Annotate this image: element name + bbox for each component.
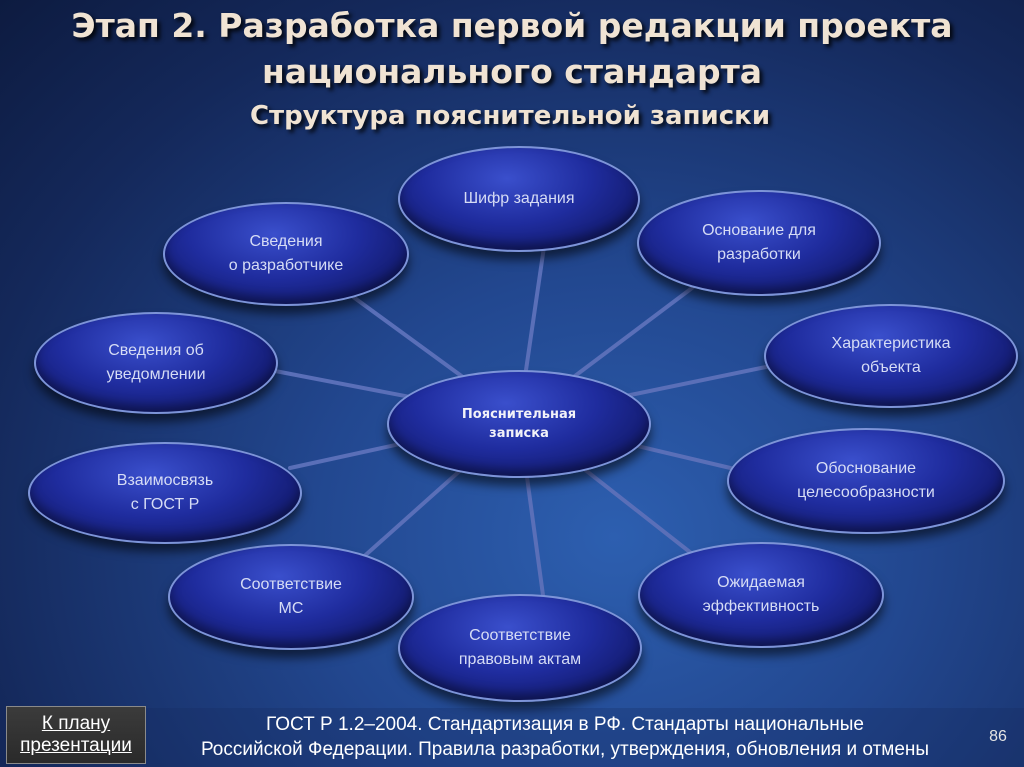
- node-gost-relation-label: Взаимосвязь с ГОСТ Р: [116, 472, 214, 513]
- back-to-plan-label[interactable]: К плану презентации: [20, 713, 132, 756]
- node-center-label: Пояснительная записка: [461, 406, 577, 441]
- node-expected-efficiency-label: Ожидаемая эффективность: [702, 574, 820, 615]
- node-object-characteristics-label: Характеристика объекта: [831, 335, 951, 376]
- node-object-characteristics: [764, 304, 1018, 408]
- node-developer-info-label: Сведения о разработчике: [228, 233, 344, 274]
- node-center-explanatory-note: [387, 370, 651, 478]
- node-notification-info: [34, 312, 278, 414]
- gost-reference-text: ГОСТ Р 1.2–2004. Стандартизация в РФ. Стандарты национальные Российской Федерации. Правила разработки, утверждения, обновления и отмены: [200, 714, 930, 761]
- node-basis-label: Основание для разработки: [702, 222, 816, 263]
- slide-subtitle: Структура пояснительной записки: [249, 101, 771, 131]
- node-justification: [727, 428, 1005, 534]
- back-to-plan-link[interactable]: [6, 706, 146, 764]
- node-cipher: [398, 146, 640, 252]
- node-notification-info-label: Сведения об уведомлении: [106, 342, 206, 383]
- node-expected-efficiency: [638, 542, 884, 648]
- node-basis: [637, 190, 881, 296]
- node-legal-acts-label: Соответствие правовым актам: [458, 627, 582, 668]
- node-ms-compliance: [168, 544, 414, 650]
- slide-title-line-2: национального стандарта: [262, 52, 762, 91]
- node-cipher-label: Шифр задания: [463, 190, 575, 207]
- slide-title-line-1: Этап 2. Разработка первой редакции проекта: [71, 6, 953, 45]
- node-developer-info: [163, 202, 409, 306]
- page-number: 86: [989, 728, 1007, 745]
- node-legal-acts: [398, 594, 642, 702]
- node-ms-compliance-label: Соответствие МС: [240, 576, 342, 617]
- node-justification-label: Обоснование целесообразности: [797, 460, 935, 501]
- node-gost-relation: [28, 442, 302, 544]
